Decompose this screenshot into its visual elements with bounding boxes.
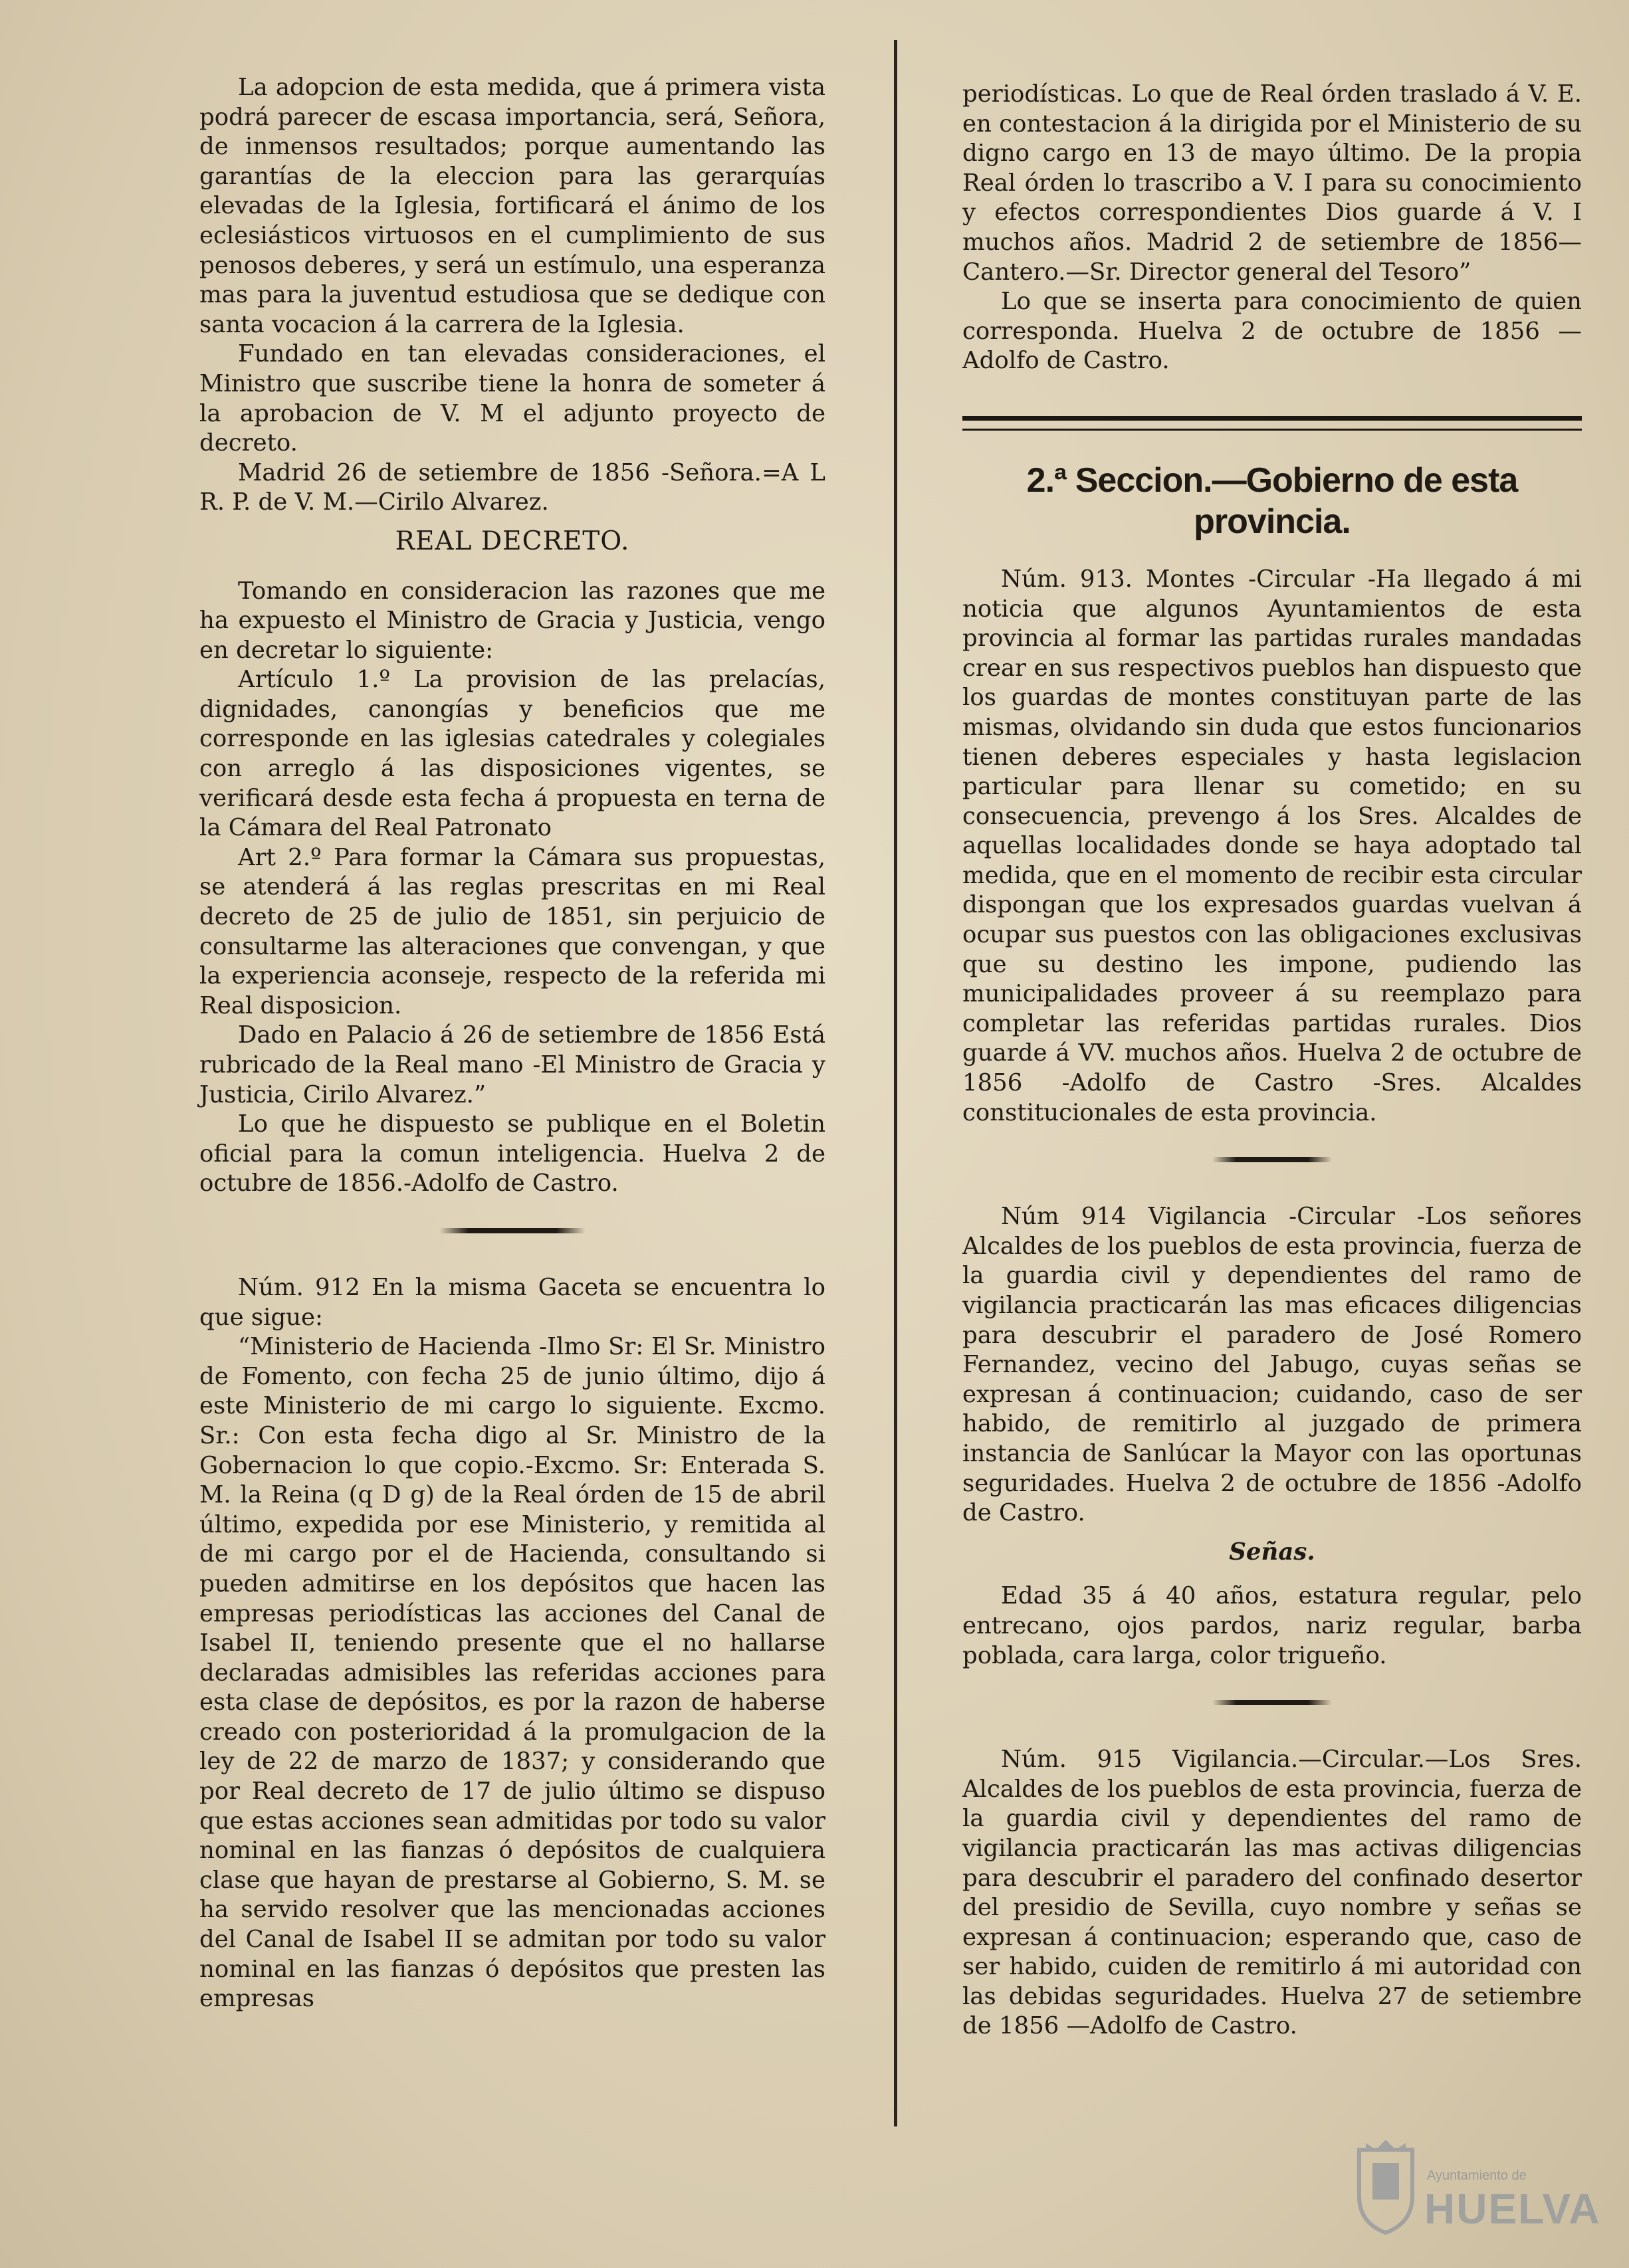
paragraph-num-912-body: “Ministerio de Hacienda -Ilmo Sr: El Sr. Ministro de Fomento, con fecha 25 de junio último, dijo á este Ministerio de mi cargo lo siguiente. Excmo. Sr.: Con esta fecha digo al Sr. Ministro de la Gobernacion lo que copio.-Excmo. Sr: Enterada S. M. la Reina (q D g) de la Real órden de 15 de abril último, expedida por ese Ministerio, y remitida al de mi cargo por el de Hacienda, consultando si pueden admitirse en los depósitos que hacen las empresas periodísticas las acciones del Canal de Isabel II, teniendo presente que el no hallarse declaradas admisibles las referidas acciones para esta clase de depósitos, es por la razon de haberse creado con posterioridad á la promulgacion de la ley de 22 de marzo de 1837; y considerando que por Real decreto de 17 de julio último se dispuso que estas acciones sean admitidas por todo su valor nominal en las fianzas ó depósitos de cualquiera clase que hayan de prestarse al Gobierno, S. M. se ha servido resolver que las mencionadas acciones del Canal de Isabel II se admitan por todo su valor nominal en las fianzas ó depósitos que presten las empresas — [199, 1333, 825, 2013]
paragraph-fundado: Fundado en tan elevadas consideraciones, el Ministro que suscribe tiene la honra de someter á la aprobacion de V. M el adjunto proyecto de decreto. — [199, 340, 825, 457]
paragraph-lo-que-he-dispuesto: Lo que he dispuesto se publique en el Boletin oficial para la comun inteligencia. Huelva 2 de octubre de 1856.-Adolfo de Castro. — [199, 1110, 825, 1197]
ornament-divider — [1212, 1700, 1332, 1705]
right-column — [962, 80, 1582, 2041]
ornament-divider — [439, 1228, 586, 1233]
paragraph-articulo-2: Art 2.º Para formar la Cámara sus propuestas, se atenderá á las reglas prescritas en mi Real decreto de 25 de julio de 1851, sin perjuicio de consultarme las alteraciones que convengan, y que la experiencia aconseje, respecto de la referida mi Real disposicion. — [199, 843, 825, 1019]
watermark-logo — [1353, 2136, 1605, 2243]
watermark-label-huelva: HUELVA — [1424, 2185, 1601, 2233]
paragraph-periodisticas-continued: periodísticas. Lo que de Real órden traslado á V. E. en contestacion á la dirigida por el Ministerio de su digno cargo en 13 de mayo último. De la propia Real órden lo trascribo a V. I para su conocimiento y efectos correspondientes Dios guarde á V. I muchos años. Madrid 2 de setiembre de 1856—Cantero.—Sr. Director general del Tesoro” — [962, 80, 1582, 286]
paragraph-num-914: Núm 914 Vigilancia -Circular -Los señores Alcaldes de los pueblos de esta provincia, fuerza de la guardia civil y dependientes del ramo de vigilancia practicarán las mas eficaces diligencias para descubrir el paradero de José Romero Fernandez, vecino del Jabugo, cuyas señas se expresan á continuacion; cuidando, caso de ser habido, de remitirlo al juzgado de primera instancia de Sanlúcar la Mayor con las oportunas seguridades. Huelva 2 de octubre de 1856 -Adolfo de Castro. — [962, 1203, 1582, 1527]
paragraph-madrid-date: Madrid 26 de setiembre de 1856 -Señora.=A L R. P. de V. M.—Cirilo Alvarez. — [199, 459, 825, 516]
paragraph-num-915: Núm. 915 Vigilancia.—Circular.—Los Sres. Alcaldes de los pueblos de esta provincia, fuerza de la guardia civil y dependientes del ramo de vigilancia practicarán las mas activas diligencias para descubrir el paradero del confinado desertor del presidio de Sevilla, cuyo nombre y señas se expresan á continuacion; esperando que, caso de ser habido, cuiden de remitirlo á mi autoridad con las debidas seguridades. Huelva 27 de setiembre de 1856 —Adolfo de Castro. — [962, 1746, 1582, 2040]
column-divider — [894, 40, 897, 2126]
paragraph-dado-en-palacio: Dado en Palacio á 26 de setiembre de 1856 Está rubricado de la Real mano -El Ministro de Gracia y Justicia, Cirilo Alvarez.” — [199, 1021, 825, 1108]
senas-heading: Señas. — [1229, 1538, 1315, 1566]
section-heading: 2.ª Seccion.—Gobierno de esta provincia. — [1026, 461, 1518, 541]
paragraph-num-912-intro: Núm. 912 En la misma Gaceta se encuentra lo que sigue: — [199, 1273, 825, 1331]
paragraph-tomando: Tomando en consideracion las razones que me ha expuesto el Ministro de Gracia y Justicia, vengo en decretar lo siguiente: — [199, 577, 825, 664]
left-column — [199, 73, 825, 2014]
ornament-divider — [1212, 1157, 1332, 1162]
paragraph-senas: Edad 35 á 40 años, estatura regular, pelo entrecano, ojos pardos, nariz regular, barba poblada, cara larga, color trigueño. — [962, 1582, 1582, 1669]
paragraph-lo-que-se-inserta: Lo que se inserta para conocimiento de quien corresponda. Huelva 2 de octubre de 1856 — Adolfo de Castro. — [962, 288, 1582, 375]
watermark-label-small: Ayuntamiento de — [1427, 2168, 1527, 2183]
paragraph-num-913: Núm. 913. Montes -Circular -Ha llegado á mi noticia que algunos Ayuntamientos de esta provincia al formar las partidas rurales mandadas crear en sus respectivos pueblos han dispuesto que los guardas de montes constituyan parte de las mismas, olvidando sin duda que estos funcionarios tienen deberes especiales y hasta legislacion particular para llenar su cometido; en su consecuencia, prevengo á los Sres. Alcaldes de aquellas localidades donde se haya adoptado tal medida, que en el momento de recibir esta circular dispongan que los expresados guardas vuelvan á ocupar sus puestos con las obligaciones exclusivas que su destino les impone, pudiendo las municipalidades proveer á su reemplazo para completar las referidas partidas rurales. Dios guarde á VV. muchos años. Huelva 2 de octubre de 1856 -Adolfo de Castro -Sres. Alcaldes constitucionales de esta provincia. — [962, 565, 1582, 1126]
section-rule — [962, 416, 1582, 431]
paragraph-adopcion: La adopcion de esta medida, que á primera vista podrá parecer de escasa importancia, será, Señora, de inmensos resultados; porque aumentando las garantías de la eleccion para las gerarquías elevadas de la Iglesia, fortificará el ánimo de los eclesiásticos virtuosos en el cumplimiento de sus penosos deberes, y será un estímulo, una esperanza mas para la juventud estudiosa que se dedique con santa vocacion á la carrera de la Iglesia. — [199, 74, 825, 338]
coat-of-arms-icon — [1353, 2136, 1419, 2236]
real-decreto-heading: REAL DECRETO. — [395, 526, 630, 556]
paragraph-articulo-1: Artículo 1.º La provision de las prelacías, dignidades, canongías y beneficios que me corresponde en las iglesias catedrales y colegiales con arreglo á las disposiciones vigentes, se verificará desde esta fecha á propuesta en terna de la Cámara del Real Patronato — [199, 666, 825, 842]
